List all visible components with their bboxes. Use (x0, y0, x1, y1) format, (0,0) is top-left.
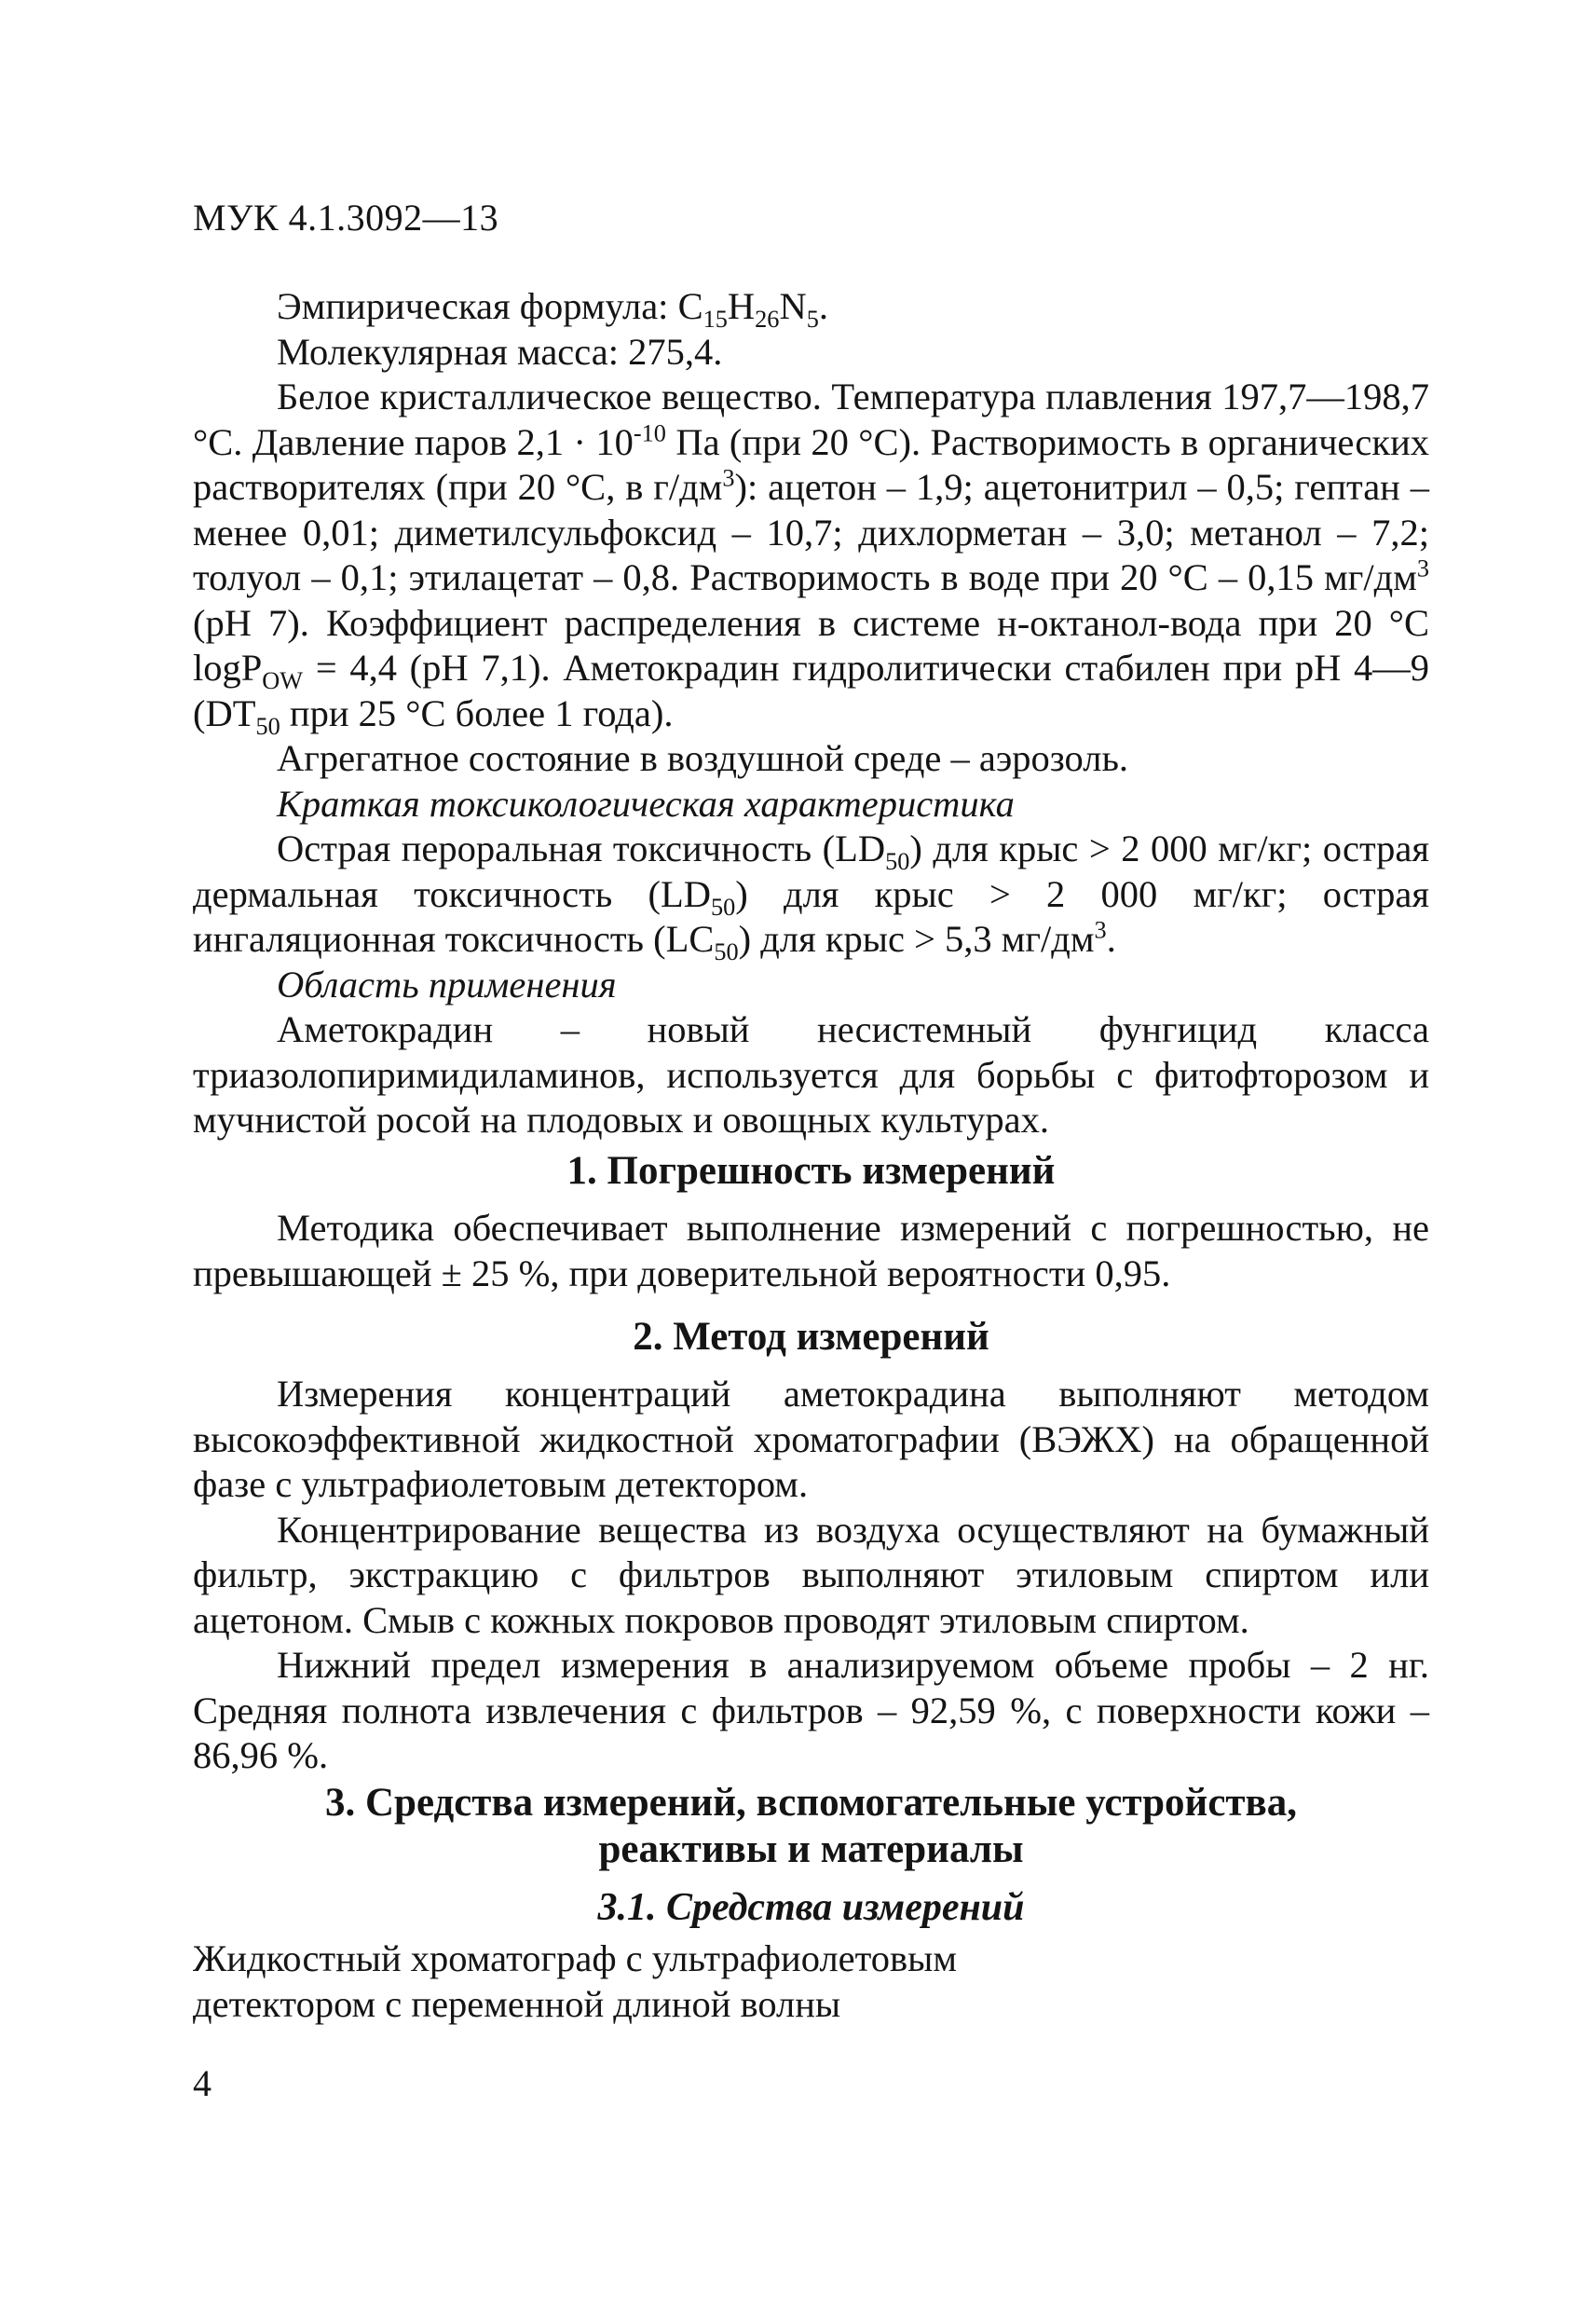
toxicology-heading: Краткая токсикологическая характеристика (277, 782, 1015, 825)
section-2 (193, 1314, 1429, 1779)
molecular-mass: Молекулярная масса: 275,4. (277, 330, 723, 373)
section-2-title: 2. Метод измерений (633, 1315, 989, 1359)
section-2-paragraph-3: Нижний предел измерения в анализируемом объеме пробы – 2 нг. Средняя полнота извлечения с фильтров – 92,59 %, с поверхности кожи – 86,96 %. (193, 1644, 1429, 1776)
formula-n: $N_5$ (779, 285, 819, 334)
section-2-paragraph-2: Концентрирование вещества из воздуха осуществляют на бумажный фильтр, экстракцию с фильтров выполняют этиловым спиртом или ацетоном. Смыв с кожных покровов проводят этиловым спиртом. (193, 1508, 1429, 1641)
physical-properties: Белое кристаллическое вещество. Температура плавления 197,7—198,7 °С. Давление паров $2,1 \cdot 10^{-10}$ Па (при 20 °С). Растворимость в органических растворителях (при 20 °С, в $г/дм^3$): ацетон – 1,9; ацетонитрил – 0,5; гептан – менее 0,01; диметилсульфоксид – 10,7; дихлорметан – 3,0; метанол – 7,2; толуол – 0,1; этилацетат – 0,8. Растворимость в воде при 20 °С – 0,15 $мг/дм^3$ (pH 7). Коэффициент распределения в системе н-октанол-вода при 20 °С logP$_{OW}$ = 4,4 (pH 7,1). Аметокрадин гидролитически стабилен при pH 4—9 ($DT_{50}$ при 25 °С более 1 года). (193, 376, 1429, 740)
section-1-text: Методика обеспечивает выполнение измерений с погрешностью, не превышающей ± 25 %, при доверительной вероятности 0,95. (193, 1207, 1429, 1294)
section-1 (193, 1148, 1429, 1296)
aggregate-state: Агрегатное состояние в воздушной среде – аэрозоль. (277, 737, 1129, 779)
formula-label: Эмпирическая формула: (277, 285, 678, 327)
usage-text: Аметокрадин – новый несистемный фунгицид класса триазолопиримидиламинов, используется для борьбы с фитофторозом и мучнистой росой на плодовых и овощных культурах. (193, 1008, 1429, 1141)
equipment-item-line-1: Жидкостный хроматограф с ультрафиолетовым (193, 1937, 958, 1979)
formula-c: $C_{15}$ (677, 285, 728, 334)
toxicology-text: Острая пероральная токсичность $(LD_{50})$ для крыс > 2 000 мг/кг; острая дермальная токсичность $(LD_{50})$ для крыс > 2 000 мг/кг; острая ингаляционная токсичность $(LC_{50})$ для крыс > 5,3 $мг/дм^3$. (193, 828, 1429, 966)
section-1-title: 1. Погрешность измерений (566, 1149, 1056, 1193)
document-header: МУК 4.1.3092—13 (193, 197, 499, 239)
usage-heading: Область применения (277, 963, 617, 1006)
section-3-title-line-2: реактивы и материалы (598, 1827, 1024, 1871)
equipment-item-line-2: детектором с переменной длиной волны (193, 1982, 841, 2025)
section-3 (193, 1780, 1429, 2027)
section-2-paragraph-1: Измерения концентраций аметокрадина выполняют методом высокоэффективной жидкостной хроматографии (ВЭЖХ) на обращенной фазе с ультрафиолетовым детектором. (193, 1373, 1429, 1505)
section-3-title-line-1: 3. Средства измерений, вспомогательные устройства, (324, 1781, 1298, 1825)
page-number: 4 (193, 2062, 211, 2104)
section-3-1-title: 3.1. Средства измерений (597, 1886, 1025, 1929)
empirical-formula: Эмпирическая формула: $C_{15}H_{26}N_5$. (277, 285, 828, 334)
formula-h: $H_{26}$ (727, 285, 780, 334)
substance-description (193, 284, 1429, 1143)
